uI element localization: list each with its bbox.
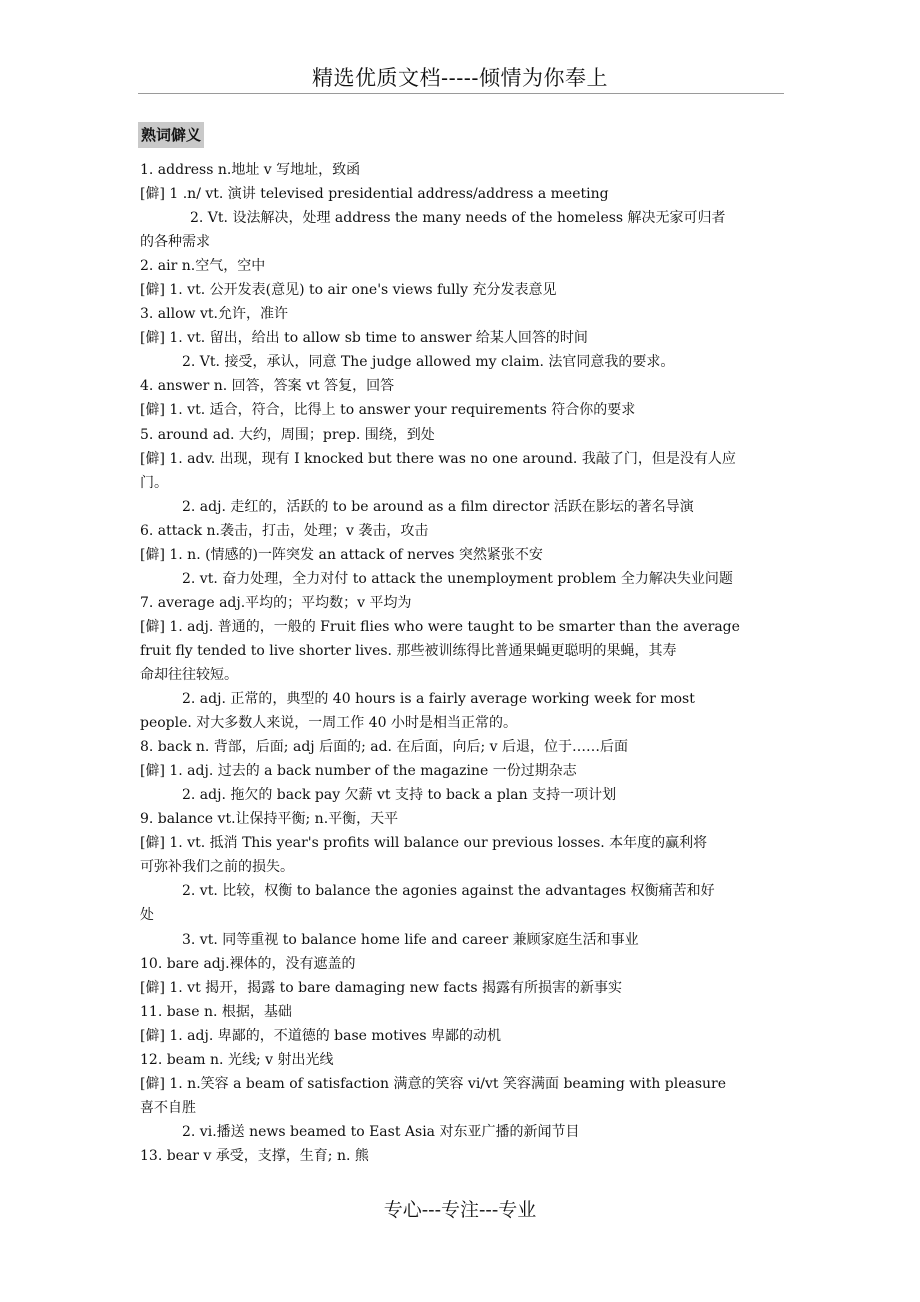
text-line: [僻] 1. vt. 适合，符合，比得上 to answer your requirements 符合你的要求 — [140, 402, 636, 419]
text-line: 2. vt. 奋力处理，全力对付 to attack the unemployment problem 全力解决失业问题 — [182, 570, 733, 587]
text-line: [僻] 1. vt 揭开，揭露 to bare damaging new facts 揭露有所损害的新事实 — [140, 979, 623, 996]
text-line: 喜不自胜 — [140, 1099, 196, 1116]
text-line: 3. vt. 同等重视 to balance home life and career 兼顾家庭生活和事业 — [182, 931, 639, 948]
text-line: 2. vi.播送 news beamed to East Asia 对东亚广播的新闻节目 — [182, 1123, 580, 1140]
text-line: 可弥补我们之前的损失。 — [140, 859, 294, 876]
text-line: 6. attack n.袭击，打击，处理；v 袭击，攻击 — [140, 522, 429, 539]
vocabulary-list — [140, 158, 840, 1168]
text-line: [僻] 1. vt. 抵消 This year's profits will balance our previous losses. 本年度的赢利将 — [140, 835, 708, 852]
text-line: 13. bear v 承受，支撑，生育; n. 熊 — [140, 1147, 369, 1164]
text-line: 2. Vt. 接受，承认，同意 The judge allowed my claim. 法官同意我的要求。 — [182, 354, 675, 371]
text-line: 8. back n. 背部，后面; adj 后面的; ad. 在后面，向后; v 后退，位于……后面 — [140, 739, 628, 756]
text-line: [僻] 1. adv. 出现，现有 I knocked but there was no one around. 我敲了门，但是没有人应 — [140, 450, 736, 467]
text-line: 的各种需求 — [140, 234, 210, 251]
text-line: 11. base n. 根据，基础 — [140, 1003, 292, 1020]
text-line: 9. balance vt.让保持平衡; n.平衡，天平 — [140, 811, 399, 828]
text-line: fruit fly tended to live shorter lives. 那些被训练得比普通果蝇更聪明的果蝇，其寿 — [140, 642, 677, 659]
text-line: 2. vt. 比较，权衡 to balance the agonies against the advantages 权衡痛苦和好 — [182, 883, 715, 900]
text-line: 处 — [140, 907, 154, 924]
text-line: 12. beam n. 光线; v 射出光线 — [140, 1051, 334, 1068]
header-divider — [138, 93, 784, 94]
text-line: [僻] 1. n. (情感的)一阵突发 an attack of nerves 突然紧张不安 — [140, 546, 543, 563]
page-header: 精选优质文档-----倾情为你奉上 — [312, 66, 608, 90]
text-line: 命却往往较短。 — [140, 666, 238, 683]
section-title: 熟词僻义 — [138, 122, 204, 148]
text-line: 2. adj. 拖欠的 back pay 欠薪 vt 支持 to back a plan 支持一项计划 — [182, 787, 617, 804]
text-line: 门。 — [140, 474, 168, 491]
text-line: [僻] 1. vt. 留出，给出 to allow sb time to answer 给某人回答的时间 — [140, 330, 588, 347]
text-line: [僻] 1. n.笑容 a beam of satisfaction 满意的笑容 vi/vt 笑容满面 beaming with pleasure — [140, 1075, 727, 1092]
text-line: people. 对大多数人来说，一周工作 40 小时是相当正常的。 — [140, 715, 518, 732]
text-line: [僻] 1. vt. 公开发表(意见) to air one's views fully 充分发表意见 — [140, 282, 557, 299]
text-line: [僻] 1 .n/ vt. 演讲 televised presidential address/address a meeting — [140, 186, 609, 203]
page-footer: 专心---专注---专业 — [383, 1199, 537, 1221]
text-line: [僻] 1. adj. 过去的 a back number of the magazine 一份过期杂志 — [140, 763, 577, 780]
text-line: 7. average adj.平均的；平均数；v 平均为 — [140, 594, 412, 611]
text-line: 1. address n.地址 v 写地址，致函 — [140, 162, 361, 178]
text-line: 5. around ad. 大约，周围；prep. 围绕，到处 — [140, 426, 435, 443]
text-line: 2. adj. 正常的，典型的 40 hours is a fairly average working week for most — [182, 691, 695, 708]
text-line: 2. Vt. 设法解决，处理 address the many needs of the homeless 解决无家可归者 — [190, 210, 726, 227]
text-line: 4. answer n. 回答，答案 vt 答复，回答 — [140, 378, 395, 395]
text-line: 3. allow vt.允许，准许 — [140, 306, 288, 323]
text-line: 2. adj. 走红的，活跃的 to be around as a film director 活跃在影坛的著名导演 — [182, 498, 694, 515]
text-line: [僻] 1. adj. 卑鄙的，不道德的 base motives 卑鄙的动机 — [140, 1027, 502, 1044]
text-line: 10. bare adj.裸体的，没有遮盖的 — [140, 955, 356, 972]
text-line: [僻] 1. adj. 普通的，一般的 Fruit flies who were taught to be smarter than the average — [140, 618, 740, 635]
text-line: 2. air n.空气，空中 — [140, 258, 266, 275]
